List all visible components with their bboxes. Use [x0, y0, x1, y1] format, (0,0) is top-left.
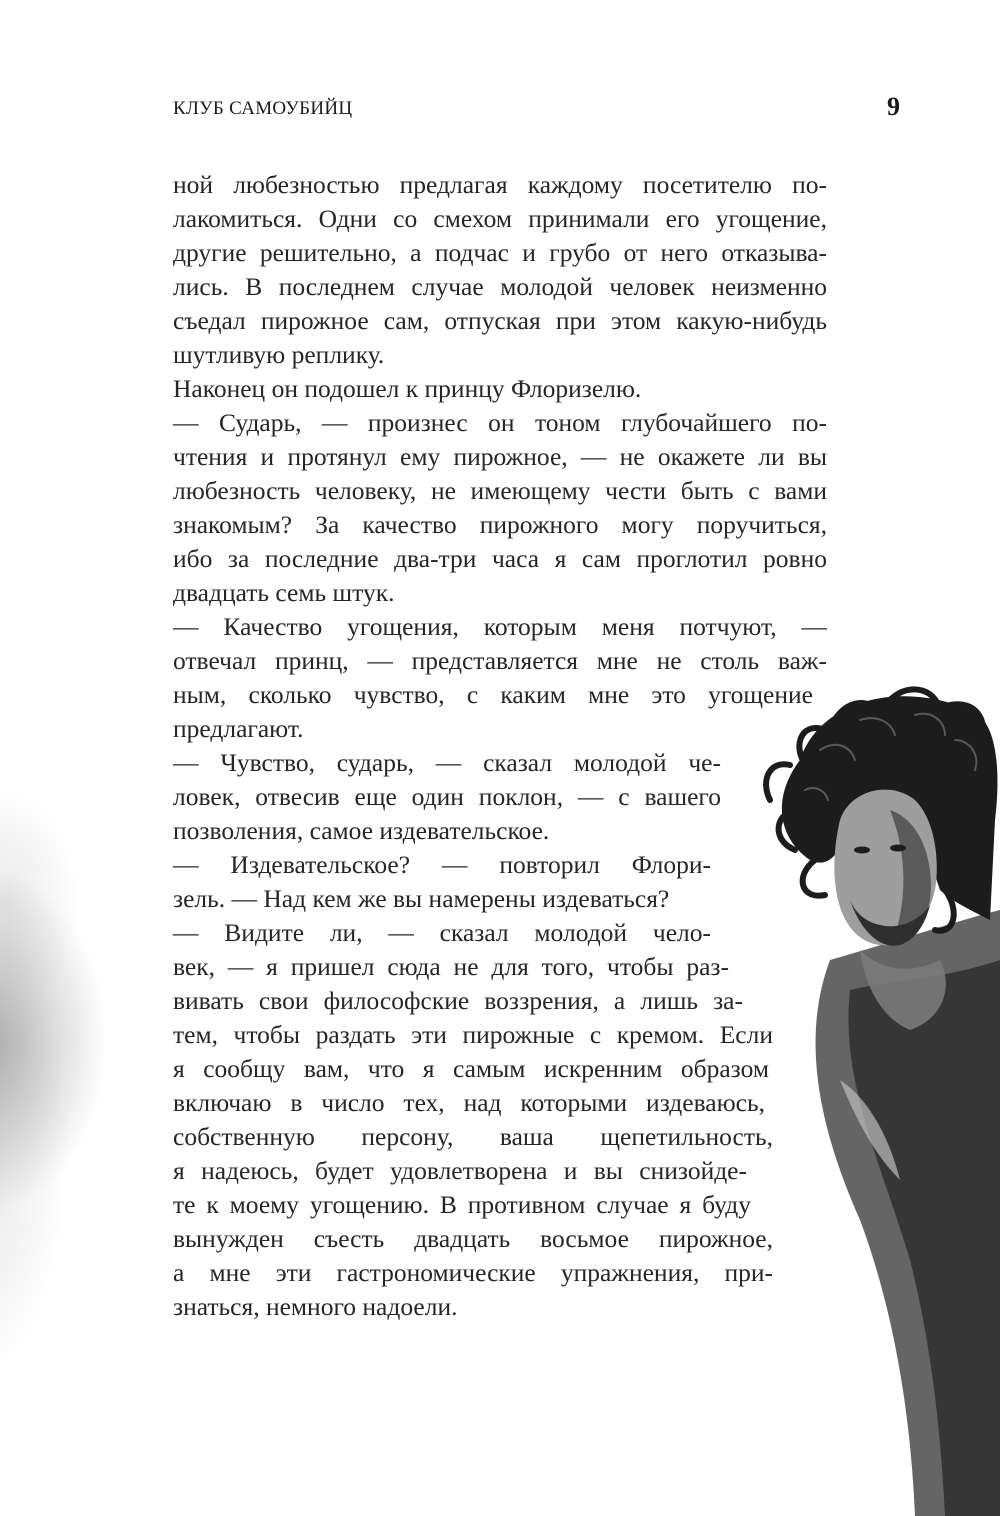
text-line: — Качество угощения, которым меня потчуют, —	[173, 612, 827, 641]
text-line: любезность человеку, не имеющему чести быть с вами	[173, 476, 827, 505]
portrait-illustration	[740, 660, 1000, 1516]
text-line: ловек, отвесив еще один поклон, — с вашего	[173, 782, 721, 811]
left-watercolor-wash	[0, 760, 160, 1460]
text-line: вынужден съесть двадцать восьмое пирожное,	[173, 1224, 773, 1253]
text-line: я надеюсь, будет удовлетворена и вы снизойде-	[173, 1156, 747, 1185]
running-title: КЛУБ САМОУБИЙЦ	[173, 98, 353, 119]
text-line: — Издевательское? — повторил Флори-	[173, 850, 711, 879]
text-line: знаться, немного надоели.	[173, 1292, 458, 1321]
text-line: Наконец он подошел к принцу Флоризелю.	[173, 374, 642, 403]
text-line: ибо за последние два-три часа я сам проглотил ровно	[173, 544, 827, 573]
text-line: отвечал принц, — представляется мне не столь важ-	[173, 646, 827, 675]
text-line: век, — я пришел сюда не для того, чтобы раз-	[173, 952, 729, 981]
text-line: те к моему угощению. В противном случае я буду	[173, 1190, 751, 1219]
text-line: зель. — Над кем же вы намерены издеваться?	[173, 884, 670, 913]
text-line: — Видите ли, — сказал молодой чело-	[173, 918, 711, 947]
text-line: а мне эти гастрономические упражнения, при-	[173, 1258, 773, 1287]
text-line: двадцать семь штук.	[173, 578, 395, 607]
eye-right	[890, 845, 906, 852]
text-line: лакомиться. Одни со смехом принимали его угощение,	[173, 204, 827, 233]
text-line: предлагают.	[173, 714, 304, 743]
text-line: чтения и протянул ему пирожное, — не окажете ли вы	[173, 442, 827, 471]
text-line: — Чувство, сударь, — сказал молодой че-	[173, 748, 721, 777]
text-line: собственную персону, ваша щепетильность,	[173, 1122, 773, 1151]
text-line: знакомым? За качество пирожного могу поручиться,	[173, 510, 827, 539]
text-line: включаю в число тех, над которыми издеваюсь,	[173, 1088, 765, 1117]
text-line: ной любезностью предлагая каждому посетителю по-	[173, 170, 827, 199]
text-line: тем, чтобы раздать эти пирожные с кремом. Если	[173, 1020, 773, 1049]
page-number: 9	[887, 92, 900, 121]
eye-left	[854, 847, 870, 854]
text-line: шутливую реплику.	[173, 340, 385, 369]
text-line: я сообщу вам, что я самым искренним образом	[173, 1054, 769, 1083]
text-line: позволения, самое издевательское.	[173, 816, 550, 845]
text-line: лись. В последнем случае молодой человек неизменно	[173, 272, 827, 301]
text-line: — Сударь, — произнес он тоном глубочайшего по-	[173, 408, 827, 437]
text-line: ным, сколько чувство, с каким мне это угощение	[173, 680, 813, 709]
text-line: другие решительно, а подчас и грубо от него отказыва-	[173, 238, 827, 267]
text-line: вивать свои философские воззрения, а лишь за-	[173, 986, 743, 1015]
page-header	[173, 92, 900, 126]
text-line: съедал пирожное сам, отпуская при этом какую-нибудь	[173, 306, 827, 335]
